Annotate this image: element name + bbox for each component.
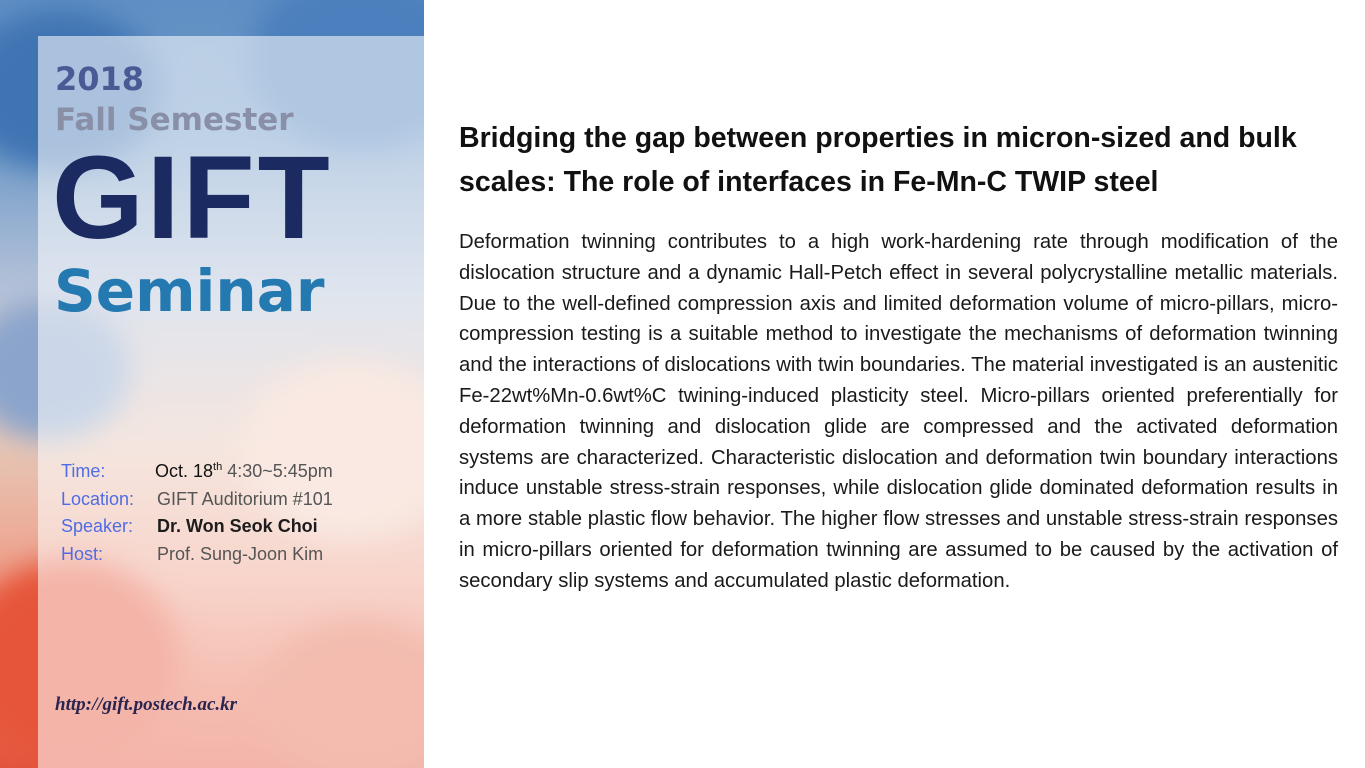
time-label: Time: bbox=[61, 461, 106, 481]
poster-url: http://gift.postech.ac.kr bbox=[55, 694, 238, 715]
poster-year: 2018 bbox=[55, 60, 145, 98]
time-row bbox=[61, 458, 333, 486]
host-label: Host: bbox=[61, 543, 104, 564]
seminar-details bbox=[61, 458, 333, 568]
time-date: Oct. 18 bbox=[155, 461, 214, 481]
seminar-poster bbox=[0, 0, 424, 768]
poster-semester: Fall Semester bbox=[55, 102, 294, 138]
poster-series-title: Seminar bbox=[54, 257, 325, 325]
time-hours: 4:30~5:45pm bbox=[222, 461, 333, 481]
time-ordinal: th bbox=[213, 461, 223, 473]
talk-title: Bridging the gap between properties in micron-sized and bulk scales: The role of interfaces in Fe-Mn-C TWIP steel bbox=[459, 122, 1297, 198]
location-label: Location: bbox=[61, 488, 135, 509]
time-value bbox=[155, 458, 333, 486]
speaker-row bbox=[61, 513, 333, 541]
location-row bbox=[61, 486, 333, 514]
host-row bbox=[61, 541, 333, 569]
poster-brand-logo: GIFT bbox=[52, 132, 333, 264]
host-value: Prof. Sung-Joon Kim bbox=[157, 543, 324, 564]
speaker-value: Dr. Won Seok Choi bbox=[157, 516, 318, 536]
talk-abstract: Deformation twinning contributes to a high work-hardening rate through modification of the dislocation structure and a dynamic Hall-Petch effect in several polycrystalline metallic materials. Due to the well-defined compression axis and limited deformation volume of micro-pillars, micro-compression testing is a suitable method to investigate the mechanisms of deformation twinning and the interactions of dislocations with twin boundaries. The material investigated is an austenitic Fe-22wt%Mn-0.6wt%C twining-induced plasticity steel. Micro-pillars oriented preferentially for deformation twinning and dislocation glide are compressed and the activated deformation systems are characterized. Characteristic dislocation and deformation twin boundary interactions induce unstable stress-strain responses, while dislocation glide dominated deformation results in a more stable plastic flow behavior. The higher flow stresses and unstable stress-strain responses in micro-pillars oriented for deformation twinning are assumed to be caused by the activation of secondary slip systems and accumulated plastic deformation. bbox=[459, 231, 1338, 592]
speaker-label: Speaker: bbox=[61, 516, 134, 536]
location-value: GIFT Auditorium #101 bbox=[157, 488, 333, 509]
